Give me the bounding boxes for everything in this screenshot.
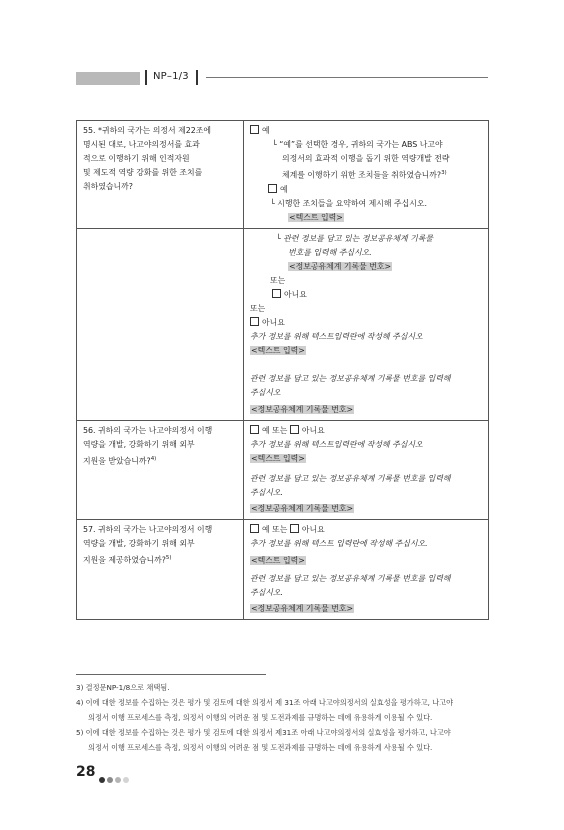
checkbox-56-no[interactable]: [290, 425, 299, 434]
q56-additional-info-prompt: 추가 정보를 위해 텍스트입력란에 작성해 주십시오: [250, 439, 423, 449]
page-dots-decoration: [99, 768, 131, 787]
checkbox-57-yes[interactable]: [250, 524, 259, 533]
question-55-line-3: 적으로 이행하기 위해 인적자원: [83, 154, 190, 163]
page-dot-icon: [99, 777, 105, 783]
answer-55-cell-top: [244, 121, 489, 229]
question-57-line-3: 지원을 제공하였습니까?: [83, 555, 166, 565]
table-row-q57: [77, 519, 489, 619]
checkbox-55-sub-no[interactable]: [272, 289, 281, 298]
footnote-ref-4: 4): [150, 455, 157, 462]
q57-additional-info-prompt: 추가 정보를 위해 텍스트 입력란에 작성해 주십시오.: [250, 538, 428, 548]
text-input-placeholder-57[interactable]: <텍스트 입력>: [251, 555, 305, 565]
q55-additional-info-prompt: 추가 정보를 위해 텍스트입력란에 작성해 주십시오: [250, 331, 423, 341]
q55-followup-line-1: “예”를 선택한 경우, 귀하의 국가는 ABS 나고야: [279, 140, 443, 149]
q55-record-number-prompt-line-1: 관련 정보를 담고 있는 정보공유체계 기록물 번호를 입력해: [250, 373, 451, 383]
option-55-sub-yes-label: 예: [280, 184, 288, 194]
q57-record-number-prompt-line-2: 주십시오.: [250, 587, 283, 597]
footnote-4-line-2: 의정서 이행 프로세스를 측정, 의정서 이행의 어려운 점 및 도전과제를 규명하는 데에 유용하게 이용될 수 있다.: [88, 713, 433, 722]
header-document-code: NP–1/3: [153, 71, 189, 82]
question-55-cell: [77, 121, 244, 229]
page-dot-icon: [115, 777, 121, 783]
question-56-line-3: 지원을 받았습니까?: [83, 456, 151, 466]
question-55-line-2: 명시된 대로, 나고야의정서를 효과: [83, 140, 200, 149]
footnote-4-line-1: 4) 이에 대한 정보를 수집하는 것은 평가 및 검토에 대한 의정서 제 31조 아래 나고야의정서의 실효성을 평가하고, 나고야: [76, 698, 454, 707]
footnote-ref-5: 5): [165, 554, 172, 561]
question-55-cell-continued: [77, 228, 244, 420]
footnote-5-line-2: 의정서 이행 프로세스를 측정, 의정서 이행의 어려운 점 및 도전과제를 규명하는 데에 유용하게 사용될 수 있다.: [88, 743, 433, 752]
checkbox-55-yes[interactable]: [250, 125, 259, 134]
page-number: 28: [76, 764, 96, 780]
header-rule: [206, 77, 488, 78]
record-number-placeholder-56[interactable]: <정보공유체계 기록물 번호>: [251, 503, 354, 513]
or-label: 또는: [250, 303, 266, 313]
option-57-yes-label: 예 또는: [262, 524, 288, 534]
question-57-line-1: 57. 귀하의 국가는 나고야의정서 이행: [83, 524, 213, 534]
q55-record-prompt-line-1: 관련 정보를 담고 있는 정보공유체계 기록물: [283, 233, 434, 243]
option-57-no-label: 아니요: [301, 524, 325, 534]
header-grey-block: [76, 72, 140, 85]
or-label: 또는: [270, 275, 286, 285]
q55-followup-line-2: 의정서의 효과적 이행을 돕기 위한 역량개발 전략: [282, 154, 450, 163]
questionnaire-table: [76, 120, 489, 620]
text-input-placeholder-55a[interactable]: <텍스트 입력>: [289, 212, 343, 222]
question-55-line-1: 55. *귀하의 국가는 의정서 제22조에: [83, 126, 212, 135]
option-55-no-label: 아니요: [262, 317, 285, 327]
q56-record-number-prompt-line-1: 관련 정보를 담고 있는 정보공유체계 기록물 번호를 입력해: [250, 473, 451, 483]
checkbox-55-no[interactable]: [250, 317, 259, 326]
table-row-q55b: [77, 228, 489, 420]
option-55-sub-no-label: 아니요: [284, 289, 307, 299]
page-dot-icon: [123, 777, 129, 783]
footnotes: [76, 680, 496, 755]
sub-branch-icon: └: [272, 140, 280, 149]
q55-record-number-prompt-line-2: 주십시오: [250, 387, 281, 397]
q56-record-number-prompt-line-2: 주십시오.: [250, 487, 283, 497]
question-55-line-4: 및 제도적 역량 강화를 위한 조치를: [83, 168, 203, 177]
option-56-no-label: 아니요: [301, 425, 325, 435]
answer-57-cell: [244, 519, 489, 619]
q55-followup-line-3: 체계를 이행하기 위한 조치들을 취하였습니까?: [282, 170, 442, 180]
q57-record-number-prompt-line-1: 관련 정보를 담고 있는 정보공유체계 기록물 번호를 입력해: [250, 573, 451, 583]
footnote-divider: [76, 674, 266, 675]
checkbox-57-no[interactable]: [290, 524, 299, 533]
sub-branch-icon: └: [270, 198, 278, 208]
answer-56-cell: [244, 420, 489, 519]
question-56-cell: [77, 420, 244, 519]
footnote-5-line-1: 5) 이에 대한 정보를 수집하는 것은 평가 및 검토에 대한 의정서 제31조 아래 나고야의정서의 실효성을 평가하고, 나고야: [76, 728, 451, 737]
checkbox-56-yes[interactable]: [250, 425, 259, 434]
q55-record-prompt-line-2: 번호를 입력해 주십시오.: [288, 247, 372, 257]
question-57-cell: [77, 519, 244, 619]
sub-branch-icon: └: [276, 233, 284, 243]
question-56-line-1: 56. 귀하의 국가는 나고야의정서 이행: [83, 425, 213, 435]
question-57-line-2: 역량을 개발, 강화하기 위해 외부: [83, 538, 195, 548]
text-input-placeholder-55b[interactable]: <텍스트 입력>: [251, 345, 305, 355]
table-row-q55a: [77, 121, 489, 229]
footnote-3: 3) 결정문NP-1/8으로 채택됨.: [76, 683, 170, 692]
table-row-q56: [77, 420, 489, 519]
record-number-placeholder-57[interactable]: <정보공유체계 기록물 번호>: [251, 603, 354, 613]
checkbox-55-sub-yes[interactable]: [268, 184, 277, 193]
question-56-line-2: 역량을 개발, 강화하기 위해 외부: [83, 439, 195, 449]
header-divider-right: [196, 70, 198, 85]
footnote-ref-3: 3): [441, 170, 447, 176]
header-divider-left: [145, 70, 147, 85]
answer-55-cell-bottom: [244, 228, 489, 420]
option-55-yes-label: 예: [262, 126, 270, 135]
page-dot-icon: [107, 777, 113, 783]
option-56-yes-label: 예 또는: [262, 425, 288, 435]
question-55-line-5: 취하였습니까?: [83, 182, 133, 191]
q55-summary-prompt: 시행한 조치들을 요약하여 제시해 주십시오.: [277, 198, 428, 208]
record-number-placeholder-55a[interactable]: <정보공유체계 기록물 번호>: [289, 261, 392, 271]
record-number-placeholder-55b[interactable]: <정보공유체계 기록물 번호>: [251, 404, 354, 414]
text-input-placeholder-56[interactable]: <텍스트 입력>: [251, 453, 305, 463]
